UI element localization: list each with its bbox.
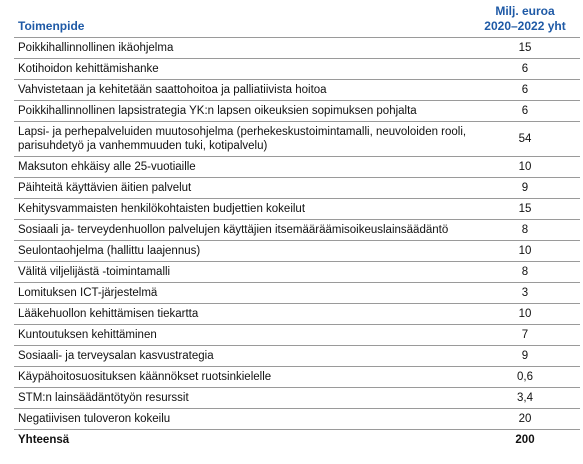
table-row bbox=[14, 409, 580, 430]
table-row bbox=[14, 220, 580, 241]
table-row bbox=[14, 199, 580, 220]
measure-cell: Sosiaali ja- terveydenhuollon palvelujen käyttäjien itsemääräämisoikeuslainsäädäntö bbox=[14, 220, 470, 241]
measure-cell: Kotihoidon kehittämishanke bbox=[14, 59, 470, 80]
table-row bbox=[14, 101, 580, 122]
measure-cell: Kuntoutuksen kehittäminen bbox=[14, 325, 470, 346]
table-row bbox=[14, 388, 580, 409]
table-row bbox=[14, 283, 580, 304]
amount-cell: 20 bbox=[470, 409, 580, 430]
total-amount: 200 bbox=[515, 434, 535, 446]
measure-cell: Negatiivisen tuloveron kokeilu bbox=[14, 409, 470, 430]
table-row bbox=[14, 178, 580, 199]
measure-cell: Käypähoitosuosituksen käännökset ruotsinkielelle bbox=[14, 367, 470, 388]
measure-cell: Poikkihallinnollinen lapsistrategia YK:n lapsen oikeuksien sopimuksen pohjalta bbox=[14, 101, 470, 122]
amount-cell: 10 bbox=[470, 241, 580, 262]
table-row bbox=[14, 325, 580, 346]
table-header bbox=[14, 4, 580, 38]
amount-cell: 0,6 bbox=[470, 367, 580, 388]
header-measure: Toimenpide bbox=[14, 4, 470, 38]
budget-table bbox=[14, 4, 580, 450]
total-row bbox=[14, 430, 580, 451]
amount-cell: 9 bbox=[470, 346, 580, 367]
amount-cell: 6 bbox=[470, 59, 580, 80]
measure-cell: Sosiaali- ja terveysalan kasvustrategia bbox=[14, 346, 470, 367]
measure-cell: STM:n lainsäädäntötyön resurssit bbox=[14, 388, 470, 409]
header-amount-period: 2020–2022 yht bbox=[484, 19, 566, 33]
amount-cell: 3,4 bbox=[470, 388, 580, 409]
table-row bbox=[14, 59, 580, 80]
measure-cell: Päihteitä käyttävien äitien palvelut bbox=[14, 178, 470, 199]
header-amount bbox=[470, 4, 580, 38]
amount-cell: 54 bbox=[470, 122, 580, 157]
amount-cell: 3 bbox=[470, 283, 580, 304]
header-amount-unit: Milj. euroa bbox=[495, 4, 555, 18]
table-row bbox=[14, 80, 580, 101]
amount-cell: 10 bbox=[470, 304, 580, 325]
amount-cell: 8 bbox=[470, 220, 580, 241]
measure-cell: Lomituksen ICT-järjestelmä bbox=[14, 283, 470, 304]
measure-cell: Välitä viljelijästä -toimintamalli bbox=[14, 262, 470, 283]
amount-cell: 8 bbox=[470, 262, 580, 283]
amount-cell: 15 bbox=[470, 199, 580, 220]
table-row bbox=[14, 304, 580, 325]
measure-cell: Poikkihallinnollinen ikäohjelma bbox=[14, 38, 470, 59]
amount-cell: 9 bbox=[470, 178, 580, 199]
table-row bbox=[14, 157, 580, 178]
measure-cell: Lapsi- ja perhepalveluiden muutosohjelma (perhekeskustoimintamalli, neuvoloiden rooli, parisuhdetyö ja vanhemmuuden tuki, kotipalvelu) bbox=[14, 122, 470, 157]
table-row bbox=[14, 262, 580, 283]
measure-cell: Kehitysvammaisten henkilökohtaisten budjettien kokeilut bbox=[14, 199, 470, 220]
table-body bbox=[14, 38, 580, 451]
header-row bbox=[14, 4, 580, 38]
measure-cell: Vahvistetaan ja kehitetään saattohoitoa ja palliatiivista hoitoa bbox=[14, 80, 470, 101]
table-row bbox=[14, 367, 580, 388]
measure-cell: Maksuton ehkäisy alle 25-vuotiaille bbox=[14, 157, 470, 178]
table-row bbox=[14, 122, 580, 157]
budget-table-container bbox=[14, 4, 580, 450]
measure-cell: Seulontaohjelma (hallittu laajennus) bbox=[14, 241, 470, 262]
table-row bbox=[14, 346, 580, 367]
amount-cell: 7 bbox=[470, 325, 580, 346]
amount-cell: 15 bbox=[470, 38, 580, 59]
total-label: Yhteensä bbox=[18, 434, 70, 446]
table-row bbox=[14, 241, 580, 262]
amount-cell: 10 bbox=[470, 157, 580, 178]
measure-cell: Lääkehuollon kehittämisen tiekartta bbox=[14, 304, 470, 325]
amount-cell: 6 bbox=[470, 80, 580, 101]
amount-cell: 6 bbox=[470, 101, 580, 122]
table-row bbox=[14, 38, 580, 59]
